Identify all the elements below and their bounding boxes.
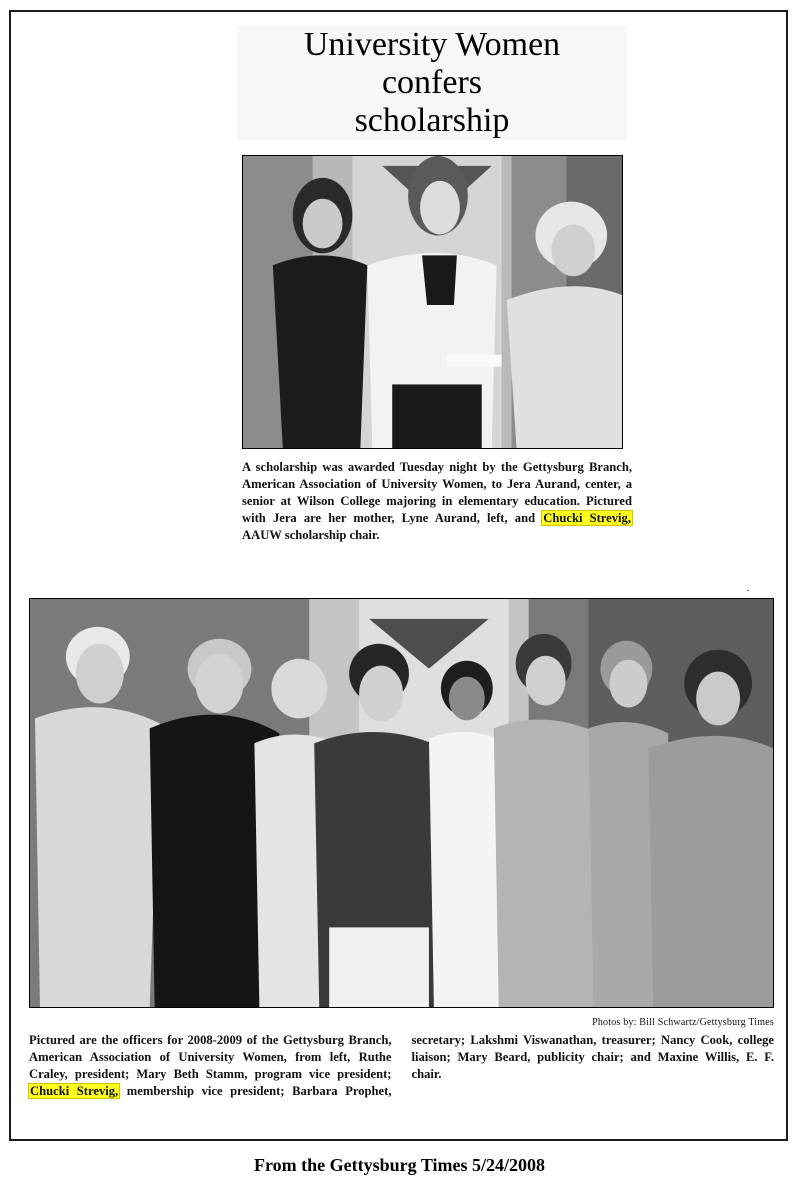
photo-credit: Photos by: Bill Schwartz/Gettysburg Times — [592, 1017, 774, 1028]
top-photo-caption — [242, 459, 632, 544]
source-line: From the Gettysburg Times 5/24/2008 — [254, 1155, 545, 1175]
headline-line-1: University Women — [303, 26, 561, 63]
scholarship-photo — [242, 155, 623, 449]
stray-mark: . — [747, 583, 750, 594]
headline — [237, 26, 627, 140]
caption-text: Pictured are the officers for 2008-2009 of the Gettysburg Branch, American Association of University Women, from left, Ruthe Craley, president; Mary Beth Stamm, program vice president; — [29, 1033, 392, 1081]
highlighted-name: Chucki Strevig, — [30, 1084, 119, 1098]
officers-photo — [29, 598, 774, 1008]
caption-text: A scholarship was awarded Tuesday night by the Gettysburg Branch, American Association of University Women, to Jera Aurand, center, a senior at Wilson College majoring in elementary education. Pictured with Jera are her mother, Lyne Aurand, left, and — [242, 460, 632, 525]
headline-line-3: scholarship — [354, 102, 510, 139]
caption-text: membership vice president; Barbara Prophet, secretary; Lakshmi Viswanathan, treasurer; Nancy Cook, college liaison; Mary Beard, publicity chair; and Maxine Willis, E. F. chair. — [119, 1033, 774, 1098]
caption-text: AAUW scholarship chair. — [242, 528, 380, 542]
highlighted-name: Chucki Strevig, — [543, 511, 631, 525]
headline-line-2: confers — [381, 64, 483, 101]
officers-caption — [29, 1032, 774, 1100]
